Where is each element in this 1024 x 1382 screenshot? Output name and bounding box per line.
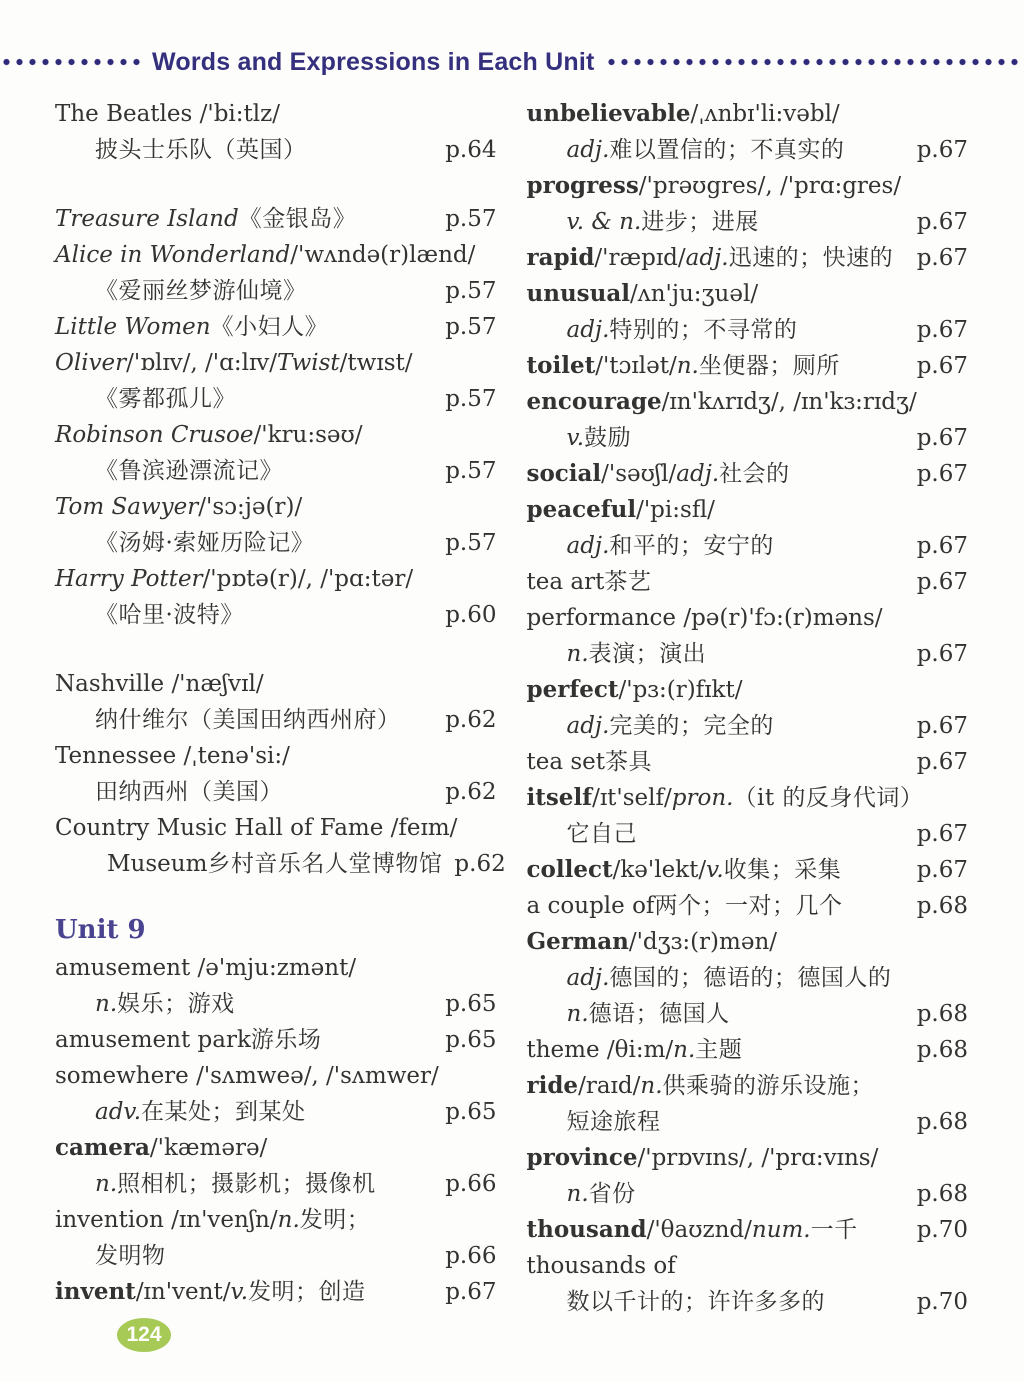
text-segment: 发明；创造 [248,1279,366,1305]
left-column [55,96,506,1320]
text-segment: /ˌʌnbɪ'li:vəbl/ [690,101,840,127]
text-segment: /'prəʊgres/, /'prɑ:gres/ [638,173,902,199]
vocab-line [55,950,497,986]
text-segment: n. [566,641,589,667]
vocab-line [527,816,969,852]
text-segment: invent [55,1278,136,1305]
vocab-line [527,636,969,672]
vocab-line [527,348,969,384]
text-segment: /'kru:səʊ/ [253,422,363,448]
text-segment: 照相机；摄影机；摄像机 [117,1171,376,1197]
text-segment: n. [277,1207,300,1233]
vocab-line [55,273,497,309]
vocab-line [55,381,497,417]
vocab-line [527,1248,969,1284]
page-ref: p.65 [445,1099,497,1125]
text-segment: The Beatles /'bi:tlz/ [55,101,280,127]
vocab-line [55,1130,497,1166]
text-segment: n. [566,1001,589,1027]
text-segment: /'tɔɪlət/ [595,353,677,379]
page-ref: p.64 [445,137,497,163]
text-segment: peaceful [526,496,637,523]
page-ref: p.67 [916,425,968,451]
text-segment: /ʌn'ju:ʒuəl/ [629,281,759,307]
vocab-line [55,1238,497,1274]
vocab-line [527,204,969,240]
vocab-line [55,1094,497,1130]
page-ref: p.57 [445,314,497,340]
text-segment: unusual [526,280,630,307]
page-ref: p.60 [445,602,497,628]
text-segment: province [526,1144,638,1171]
page-ref: p.65 [445,991,497,1017]
text-segment: somewhere /'sʌmweə/, /'sʌmwer/ [55,1063,439,1089]
text-segment: progress [526,172,639,199]
vocab-line [527,924,969,960]
text-segment: 乡村音乐名人堂博物馆 [207,851,443,877]
text-segment: Country Music Hall of Fame /feɪm/ [55,815,458,841]
text-segment: 《汤姆·索娅历险记》 [95,530,315,556]
text-segment: thousand [526,1216,647,1243]
text-segment: thousands of [526,1253,676,1279]
page-ref: p.57 [445,206,497,232]
text-segment: /ɪt'self/ [592,785,672,811]
page-ref: p.67 [445,1279,497,1305]
page-ref: p.70 [916,1289,968,1315]
text-segment: adj. [685,245,729,271]
text-segment: /ɪn'vent/ [135,1279,231,1305]
right-column [527,96,969,1320]
text-segment: v. & n. [566,209,642,235]
page-ref: p.67 [916,533,968,559]
vocab-line [527,132,969,168]
vocab-line [527,1104,969,1140]
text-segment: 德语；德国人 [588,1001,730,1027]
vocab-line [55,702,497,738]
text-segment: /ɪn'kʌrɪdʒ/, /ɪn'kɜ:rɪdʒ/ [661,389,917,415]
vocab-line [527,528,969,564]
vocab-line [55,1202,497,1238]
text-segment: 茶艺 [604,569,652,595]
text-segment: 《雾都孤儿》 [95,386,236,412]
text-segment: /kə'lekt/ [612,857,707,883]
text-segment: 数以千计的；许许多多的 [566,1289,825,1315]
vocab-line [55,666,497,702]
text-segment: /'səʊʃl/ [601,461,677,487]
text-segment: /'kæmərə/ [149,1135,268,1161]
vocab-line [527,96,969,132]
text-segment: 《小妇人》 [210,314,329,340]
text-segment: collect [526,856,613,883]
vocab-line [527,1140,969,1176]
text-segment: Nashville /'næʃvɪl/ [55,671,264,697]
text-segment: camera [55,1134,150,1161]
text-segment: a couple of [526,893,655,919]
page-number: 124 [126,1323,162,1346]
text-segment: 收集；采集 [723,857,842,883]
text-segment: adj. [566,965,610,991]
vocab-line [527,960,969,996]
page-ref: p.70 [916,1217,968,1243]
text-segment: theme /θi:m/ [526,1037,674,1063]
text-segment: amusement /ə'mju:zmənt/ [55,955,357,981]
text-segment: n. [566,1181,589,1207]
text-segment: 和平的；安宁的 [609,533,774,559]
text-segment: 《金银岛》 [238,206,357,232]
text-segment: 纳什维尔（美国田纳西州府） [95,707,401,733]
text-segment: 娱乐；游戏 [117,991,235,1017]
text-segment: （it 的反身代词） [733,785,924,811]
vocab-line [55,237,497,273]
text-segment: /'pɜ:(r)fɪkt/ [618,677,743,703]
vocab-line [527,888,969,924]
page-ref: p.67 [916,461,968,487]
text-segment: v. [706,857,724,883]
text-segment: tea art [526,569,605,595]
text-segment: /'prɒvɪns/, /'prɑ:vɪns/ [637,1145,879,1171]
unit-heading: Unit 9 [55,915,146,945]
page-ref: p.68 [916,893,968,919]
vocab-line [55,561,497,597]
vocab-line [527,1176,969,1212]
text-segment: Harry Potter [55,566,203,592]
text-segment: /'pi:sfl/ [636,497,715,523]
text-segment: 主题 [695,1037,743,1063]
text-segment: n. [95,1171,118,1197]
vocab-line [527,852,969,888]
text-segment: Treasure Island [55,206,239,232]
vocab-line [55,132,497,168]
text-segment: adj. [676,461,720,487]
text-segment: perfect [526,676,619,703]
text-segment: 德国的；德语的；德国人的 [609,965,892,991]
vocab-line [527,600,969,636]
page-ref: p.68 [916,1181,968,1207]
page-ref: p.62 [445,779,497,805]
text-segment: /'θaʊznd/ [646,1217,752,1243]
vocab-line [55,1274,497,1310]
text-segment: 特别的；不寻常的 [609,317,798,343]
page-ref: p.67 [916,641,968,667]
vocab-line [55,810,497,846]
text-segment: social [526,460,602,487]
vocab-line [527,708,969,744]
text-segment: 披头士乐队（英国） [95,137,307,163]
vocab-line [55,525,497,561]
text-segment: n. [95,991,118,1017]
page-ref: p.57 [445,278,497,304]
text-segment: amusement park [55,1027,251,1053]
vocab-line [527,240,969,276]
vocab-line [55,201,497,237]
vocab-line [55,489,497,525]
vocab-line [527,276,969,312]
page-ref: p.65 [445,1027,497,1053]
vocab-line [527,384,969,420]
vocabulary-columns [0,80,1024,1320]
dotted-rule-right [605,58,1024,66]
page-ref: p.67 [916,857,968,883]
vocab-line [527,996,969,1032]
vocab-line [527,564,969,600]
text-segment: 短途旅程 [566,1109,661,1135]
text-segment: /'pɒtə(r)/, /'pɑ:tər/ [202,566,414,592]
text-segment: num. [751,1217,811,1243]
text-segment: 发明； [299,1207,371,1233]
page-ref: p.66 [445,1171,497,1197]
text-segment: 难以置信的；不真实的 [609,137,845,163]
vocab-line [55,1166,497,1202]
text-segment: itself [526,784,593,811]
page-ref: p.67 [916,137,968,163]
text-segment: 它自己 [566,821,637,847]
page-ref: p.67 [916,209,968,235]
dotted-rule-left [0,58,146,66]
text-segment: Tennessee /ˌtenə'si:/ [55,743,290,769]
vocab-line [55,597,497,633]
text-segment: tea set [526,749,606,775]
text-segment: 田纳西州（美国） [95,779,283,805]
text-segment: Alice in Wonderland [55,242,291,268]
text-segment: /raɪd/ [578,1073,641,1099]
page-ref: p.62 [454,851,506,877]
vocab-line [527,168,969,204]
page-ref: p.68 [916,1037,968,1063]
page-ref: p.67 [916,749,968,775]
vocab-line [55,986,497,1022]
text-segment: 《鲁滨逊漂流记》 [95,458,283,484]
page-ref: p.67 [916,317,968,343]
text-segment: 游乐场 [250,1027,322,1053]
text-segment: /twɪst/ [339,350,413,376]
vocab-line [527,1032,969,1068]
text-segment: Tom Sawyer [55,494,199,520]
text-segment: Oliver [55,350,127,376]
text-segment: 在某处；到某处 [141,1099,306,1125]
page-title: Words and Expressions in Each Unit [152,47,595,76]
page-ref: p.68 [916,1109,968,1135]
page-number-badge [117,1318,171,1352]
text-segment: encourage [526,388,662,415]
text-segment: 坐便器；厕所 [698,353,840,379]
text-segment: 两个；一对；几个 [654,893,843,919]
text-segment: Twist [277,350,340,376]
vocab-line [55,1058,497,1094]
text-segment: toilet [526,352,596,379]
vocab-line [527,780,969,816]
text-segment: adv. [95,1099,142,1125]
text-segment: 供乘骑的游乐设施； [662,1073,874,1099]
text-segment: v. [230,1279,249,1305]
text-segment: adj. [566,137,610,163]
page-ref: p.67 [916,353,968,379]
text-segment: /'ɒlɪv/, /'ɑ:lɪv/ [126,350,278,376]
text-segment: n. [640,1073,663,1099]
text-segment: 完美的；完全的 [609,713,774,739]
page-ref: p.67 [916,569,968,595]
page-ref: p.62 [445,707,497,733]
text-segment: 鼓励 [584,425,632,451]
vocab-line [527,456,969,492]
text-segment: /'dʒɜ:(r)mən/ [628,929,778,955]
vocab-line [527,312,969,348]
text-segment: 迅速的；快速的 [728,245,894,271]
text-segment: /'ræpɪd/ [594,245,686,271]
vocab-line [527,492,969,528]
vocab-line [55,96,497,132]
text-segment: 省份 [588,1181,636,1207]
vocab-line [55,453,497,489]
text-segment: 进步；进展 [641,209,759,235]
text-segment: ride [526,1072,579,1099]
section-gap [55,633,497,666]
vocab-line [527,420,969,456]
text-segment: Robinson Crusoe [55,422,254,448]
text-segment: v. [566,425,585,451]
text-segment: rapid [526,244,595,271]
page-ref: p.66 [445,1243,497,1269]
text-segment: invention /ɪn'venʃn/ [55,1207,278,1233]
text-segment: 一千 [810,1217,858,1243]
text-segment: adj. [566,533,610,559]
page-ref: p.57 [445,386,497,412]
vocab-line [527,1068,969,1104]
text-segment: 表演；演出 [588,641,707,667]
text-segment: /'sɔ:jə(r)/ [198,494,303,520]
text-segment: 《哈里·波特》 [95,602,244,628]
vocab-line [55,1022,497,1058]
section-gap [55,168,497,201]
page-ref: p.68 [916,1001,968,1027]
text-segment: unbelievable [526,100,691,127]
text-segment: German [526,928,629,955]
vocab-line [527,744,969,780]
text-segment: 社会的 [719,461,790,487]
vocab-line [527,1212,969,1248]
page-header [0,0,1024,80]
text-segment: Little Women [55,314,211,340]
text-segment: n. [676,353,699,379]
page-ref: p.67 [916,713,968,739]
vocab-line [527,1284,969,1320]
text-segment: n. [673,1037,696,1063]
text-segment: adj. [566,317,610,343]
text-segment: 发明物 [95,1243,166,1269]
text-segment: 《爱丽丝梦游仙境》 [95,278,307,304]
page-ref: p.67 [916,821,968,847]
text-segment: pron. [671,785,734,811]
vocab-line [55,774,497,810]
vocab-line [55,309,497,345]
text-segment: performance /pə(r)'fɔ:(r)məns/ [526,605,883,631]
vocab-line [55,345,497,381]
text-segment: 茶具 [605,749,653,775]
vocab-line [527,672,969,708]
page-ref: p.57 [445,458,497,484]
text-segment: adj. [566,713,610,739]
page-ref: p.67 [916,245,968,271]
text-segment: /'wʌndə(r)lænd/ [290,242,476,268]
vocab-line [55,738,497,774]
page-ref: p.57 [445,530,497,556]
vocab-line [55,417,497,453]
vocab-line [55,846,506,882]
text-segment: Museum [107,851,208,877]
